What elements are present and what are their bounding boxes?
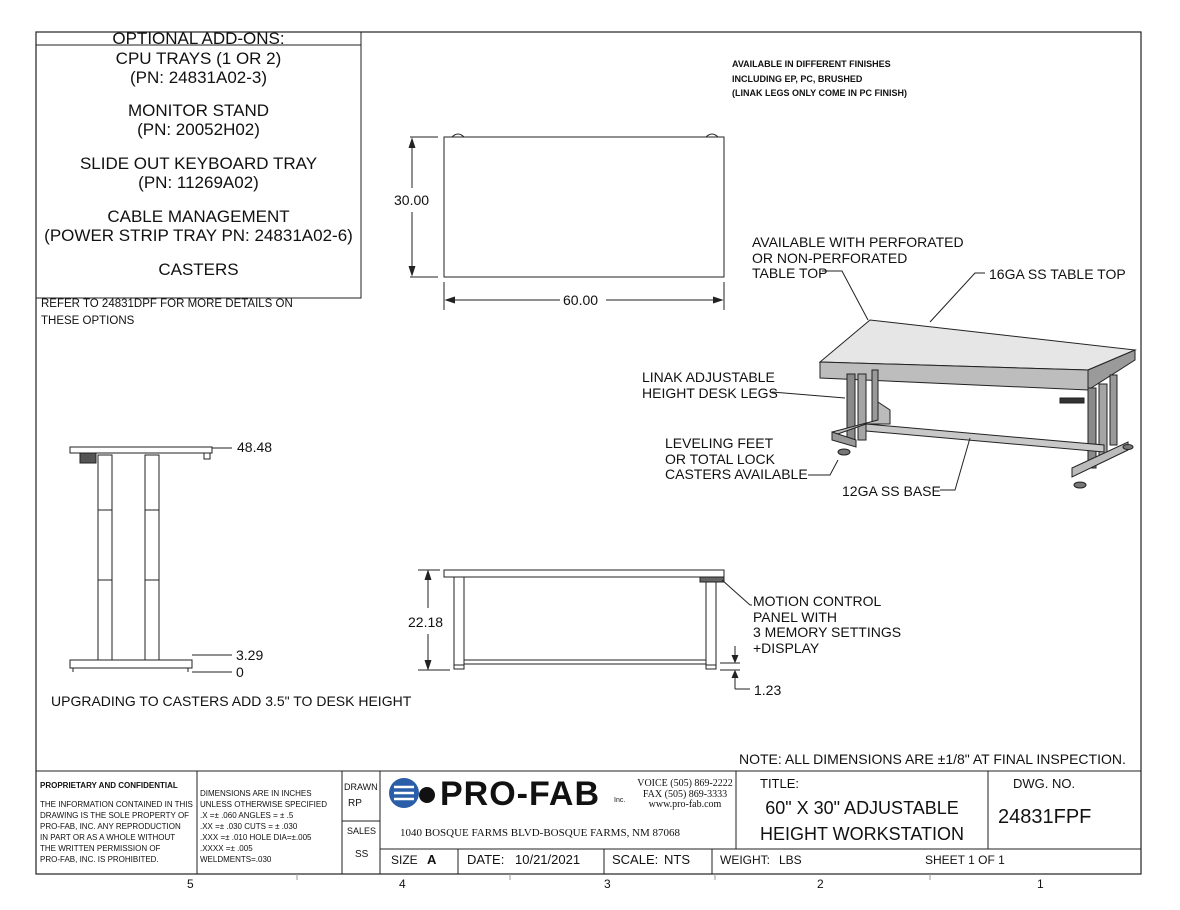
tolerance-line: .XXX =± .010 HOLE DIA=±.005 [200, 833, 312, 842]
motion-control-callout [753, 594, 901, 656]
tolerance-spec [200, 788, 327, 865]
dwg-number: 24831FPF [998, 806, 1092, 828]
contact-web: www.pro-fab.com [648, 799, 722, 810]
dim-side-low: 3.29 [236, 647, 264, 663]
callout-line: OR NON-PERFORATED [752, 249, 908, 266]
dim-side-zero: 0 [236, 664, 244, 680]
callout-line: HEIGHT DESK LEGS [642, 384, 778, 401]
contact-info [634, 779, 736, 811]
addon-name: MONITOR STAND [127, 101, 270, 120]
addons-refer-line1: REFER TO 24831DPF FOR MORE DETAILS ON [41, 298, 293, 310]
feet-callout [665, 436, 808, 483]
contact-voice: VOICE (505) 869-2222 [637, 778, 733, 789]
sheet-info: SHEET 1 OF 1 [925, 853, 1005, 867]
finishes-line: INCLUDING EP, PC, BRUSHED [732, 73, 863, 84]
callout-line: LINAK ADJUSTABLE [642, 369, 775, 385]
profab-logo-text: PRO-FAB [440, 775, 600, 813]
size-label: SIZE [391, 853, 418, 867]
callout-line: 3 MEMORY SETTINGS [753, 624, 902, 640]
proprietary-line: DRAWING IS THE SOLE PROPERTY OF [40, 811, 190, 820]
zone-label: 5 [187, 877, 194, 891]
perforated-callout [752, 235, 964, 282]
dim-width: 60.00 [563, 292, 599, 308]
drawn-value: RP [348, 798, 362, 809]
drawn-label: DRAWN [344, 782, 378, 792]
legs-callout [642, 370, 778, 401]
addon-pn: (POWER STRIP TRAY PN: 24831A02-6) [44, 226, 353, 245]
addon-name: CABLE MANAGEMENT [107, 207, 290, 226]
addon-monitor-stand [36, 101, 361, 139]
side-view [70, 447, 232, 672]
addon-pn: (PN: 20052H02) [137, 120, 260, 139]
zone-label: 3 [604, 877, 611, 891]
addon-cpu-trays [36, 49, 361, 87]
zone-ticks [297, 874, 930, 880]
dim-depth: 30.00 [394, 192, 430, 208]
proprietary-text [40, 799, 193, 865]
addon-name: CPU TRAYS (1 OR 2) [115, 49, 282, 68]
proprietary-line: THE WRITTEN PERMISSION OF [40, 844, 161, 853]
size-value: A [427, 852, 437, 867]
addon-casters [36, 260, 361, 279]
callout-line: CASTERS AVAILABLE [665, 466, 808, 482]
weight-label: WEIGHT: [720, 853, 770, 867]
date-label: DATE: [467, 852, 505, 867]
callout-line: PANEL WITH [753, 608, 838, 625]
callout-line: MOTION CONTROL [753, 593, 882, 609]
scale-label: SCALE: [612, 852, 659, 867]
profab-logo-emblem [389, 778, 435, 808]
scale-value: NTS [664, 852, 690, 867]
contact-fax: FAX (505) 869-3333 [642, 788, 728, 800]
finishes-note [732, 57, 907, 101]
title-label: TITLE: [760, 776, 800, 791]
tolerance-note: NOTE: ALL DIMENSIONS ARE ±1/8" AT FINAL INSPECTION. [739, 751, 1126, 767]
callout-line: AVAILABLE WITH PERFORATED [752, 234, 964, 250]
isometric-view [772, 271, 1135, 490]
zone-label: 4 [399, 877, 406, 891]
tolerance-line: .X =± .060 ANGLES = ± .5 [200, 811, 294, 820]
sales-value: SS [355, 849, 369, 860]
top-view [409, 134, 724, 310]
zone-label: 2 [817, 877, 824, 891]
addon-name: CASTERS [158, 260, 239, 279]
table-top-callout: 16GA SS TABLE TOP [989, 266, 1126, 282]
sales-label: SALES [347, 826, 377, 836]
proprietary-title: PROPRIETARY AND CONFIDENTIAL [40, 781, 178, 790]
callout-line: OR TOTAL LOCK [665, 450, 775, 467]
front-view [418, 570, 752, 689]
drawing-title [736, 795, 988, 847]
base-callout: 12GA SS BASE [842, 483, 941, 499]
finishes-line: AVAILABLE IN DIFFERENT FINISHES [732, 59, 891, 69]
tolerance-line: WELDMENTS=.030 [200, 855, 272, 864]
proprietary-line: THE INFORMATION CONTAINED IN THIS [40, 800, 193, 809]
addon-pn: (PN: 11269A02) [138, 173, 259, 192]
addon-keyboard-tray [36, 154, 361, 192]
profab-logo-inc: Inc. [614, 797, 626, 804]
finishes-line: (LINAK LEGS ONLY COME IN PC FINISH) [732, 88, 908, 98]
proprietary-line: IN PART OR AS A WHOLE WITHOUT [40, 833, 176, 842]
callout-line: +DISPLAY [753, 639, 820, 656]
callout-line: TABLE TOP [752, 265, 828, 281]
addon-cable-management [36, 207, 361, 245]
dim-side-top: 48.48 [237, 439, 273, 455]
tolerance-line: UNLESS OTHERWISE SPECIFIED [200, 800, 327, 809]
dim-front-height: 22.18 [408, 614, 444, 630]
dwg-label: DWG. NO. [1013, 776, 1076, 791]
addon-name: SLIDE OUT KEYBOARD TRAY [79, 154, 318, 173]
proprietary-line: PRO-FAB, INC. ANY REPRODUCTION [40, 822, 181, 831]
callout-line: LEVELING FEET [665, 435, 774, 451]
company-address: 1040 BOSQUE FARMS BLVD-BOSQUE FARMS, NM 87068 [400, 827, 681, 839]
addons-refer-line2: THESE OPTIONS [41, 315, 135, 327]
dim-front-foot: 1.23 [754, 682, 782, 698]
tolerance-line: DIMENSIONS ARE IN INCHES [200, 789, 312, 798]
proprietary-line: PRO-FAB, INC. IS PROHIBITED. [40, 855, 159, 864]
title-line: 60" X 30" ADJUSTABLE [765, 798, 959, 818]
tolerance-line: .XXXX =± .005 [200, 844, 253, 853]
weight-value: LBS [779, 853, 802, 867]
addons-title: OPTIONAL ADD-ONS: [112, 29, 285, 48]
addon-pn: (PN: 24831A02-3) [129, 68, 268, 87]
zone-label: 1 [1037, 877, 1044, 891]
date-value: 10/21/2021 [515, 852, 581, 867]
tolerance-line: .XX =± .030 CUTS = ± .030 [200, 822, 298, 831]
title-line: HEIGHT WORKSTATION [759, 824, 964, 844]
caster-note: UPGRADING TO CASTERS ADD 3.5" TO DESK HEIGHT [51, 693, 412, 709]
